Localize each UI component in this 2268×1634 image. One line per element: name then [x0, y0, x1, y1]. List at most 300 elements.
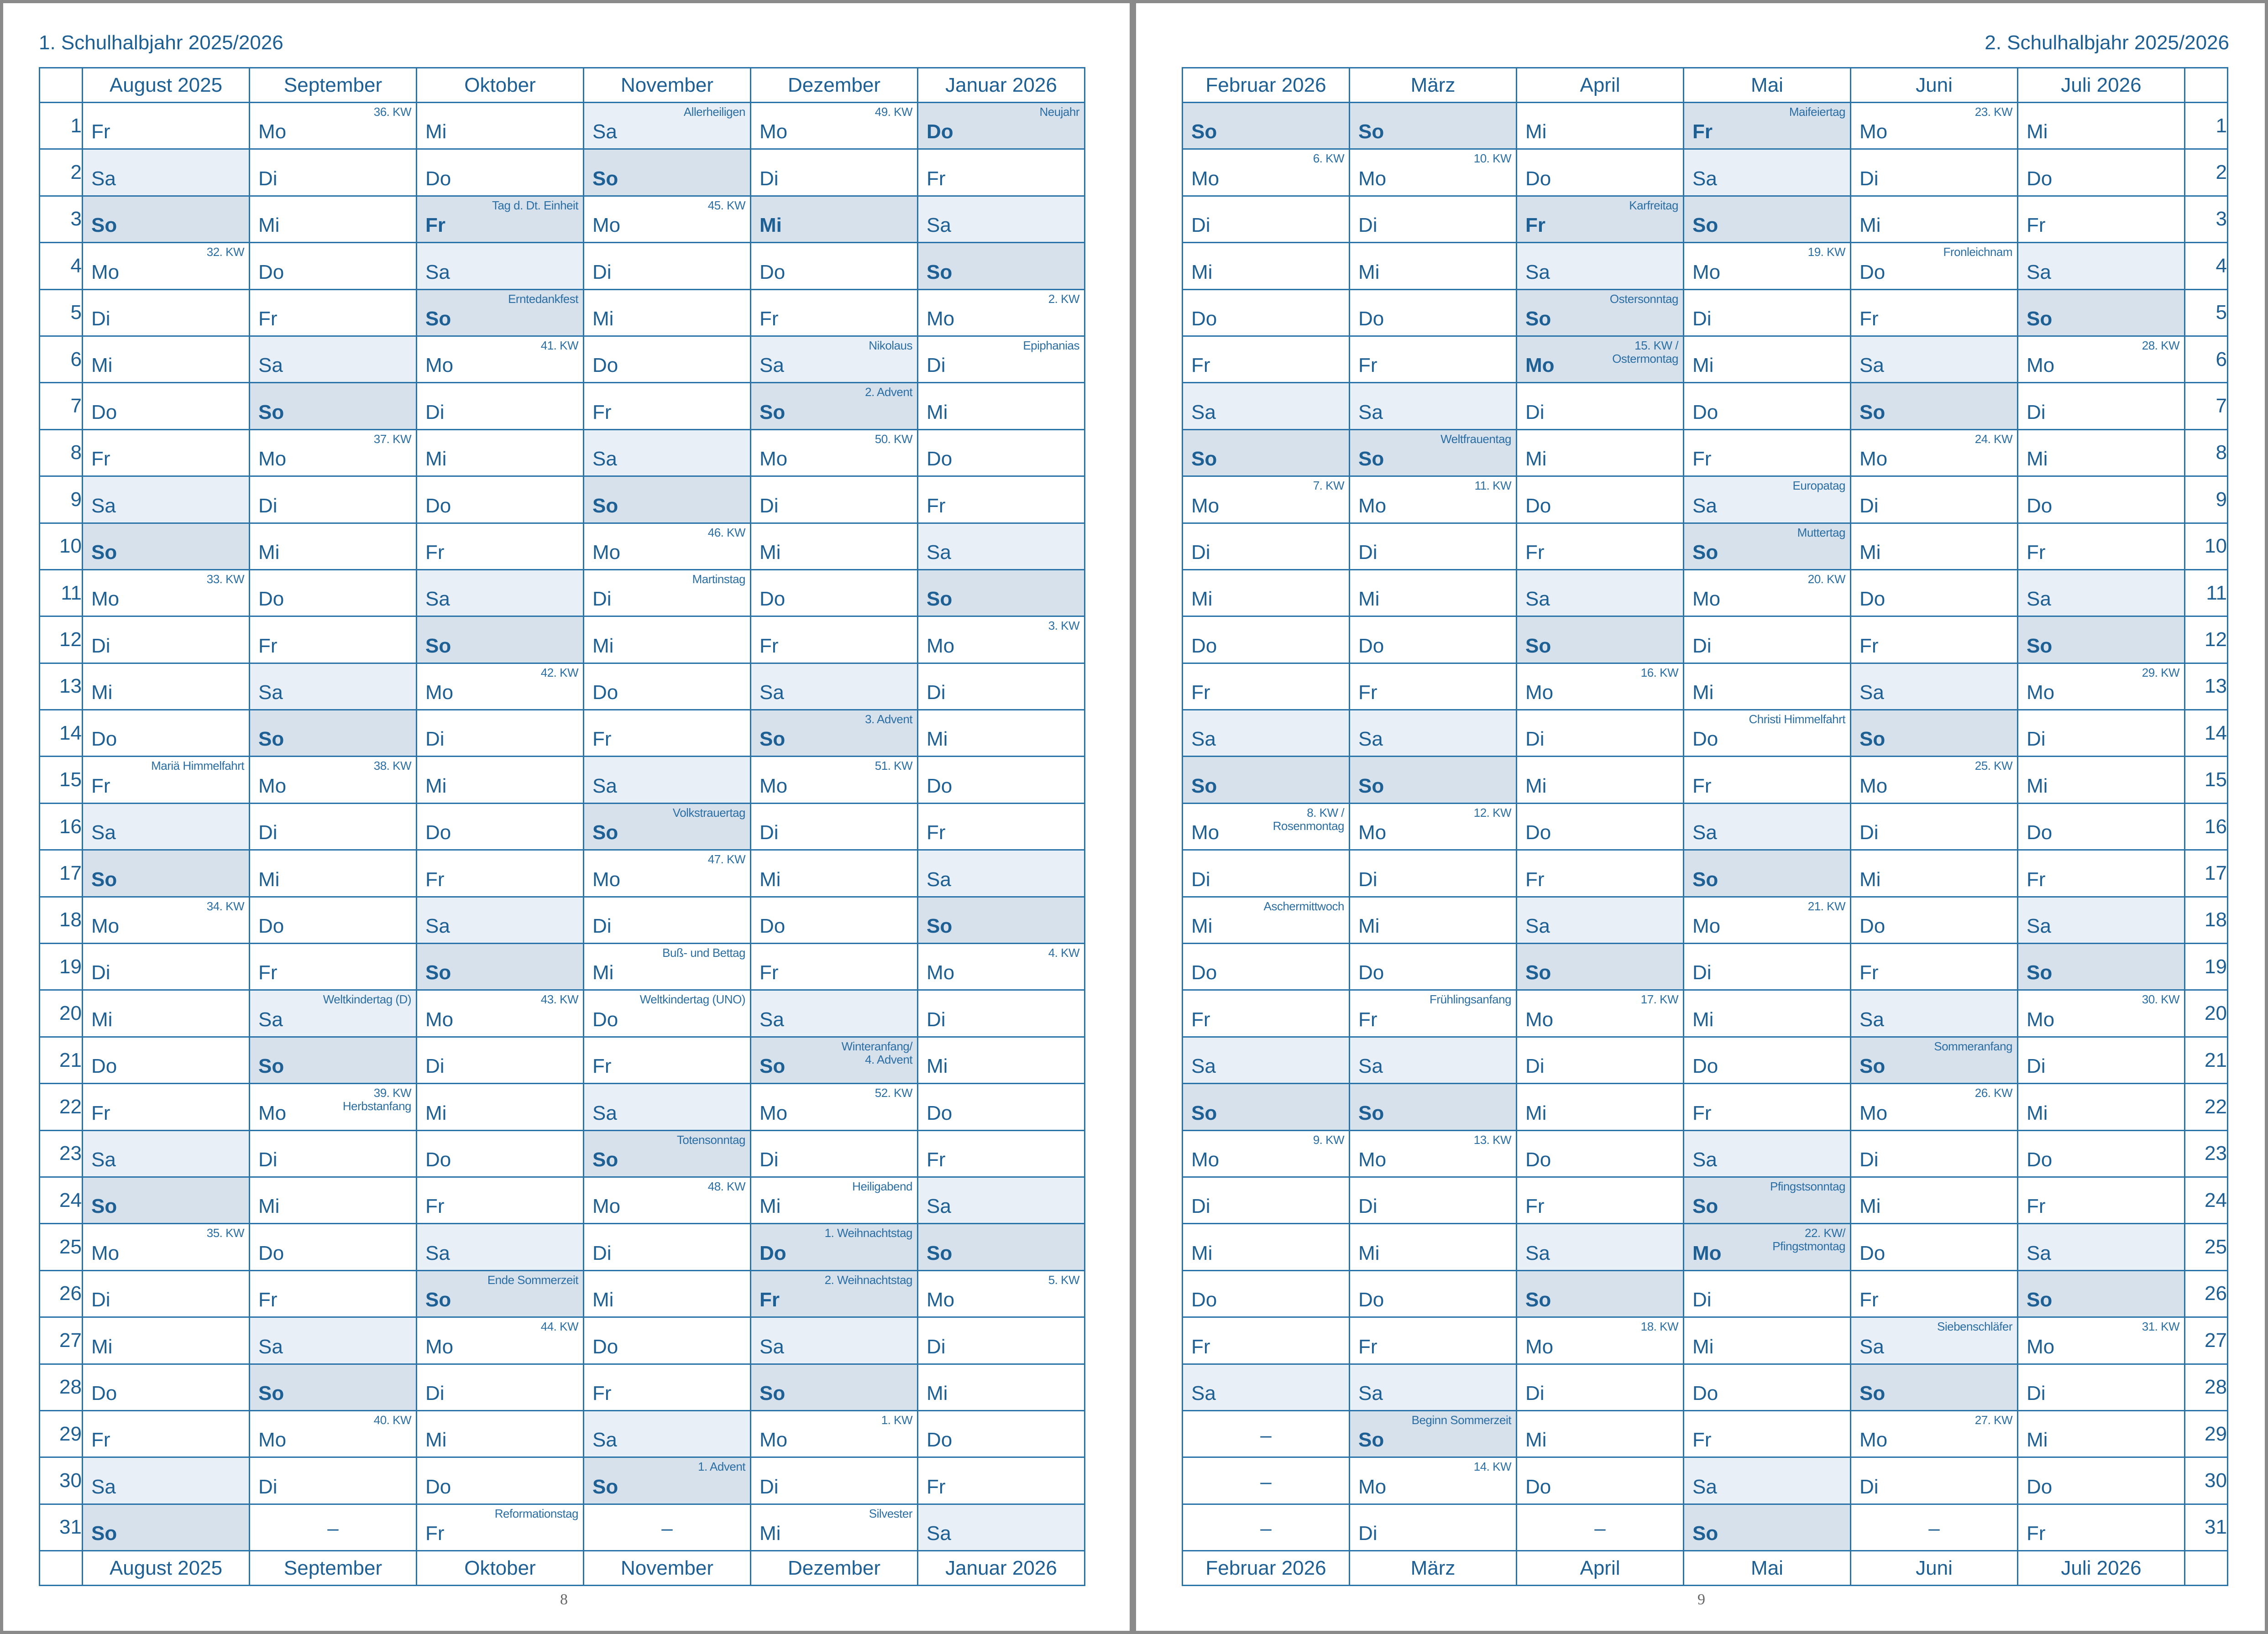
day-note: 12. KW — [1473, 805, 1511, 820]
day-cell — [584, 663, 751, 710]
weekday-label: Sa — [258, 681, 283, 704]
weekday-label: Mi — [1191, 915, 1213, 938]
day-cell — [1684, 103, 1851, 149]
weekday-label: Do — [258, 261, 284, 283]
day-cell — [250, 1037, 417, 1083]
day-note: Allerheiligen — [683, 105, 745, 119]
weekday-label: Fr — [425, 1195, 445, 1218]
day-cell — [2018, 1084, 2185, 1130]
day-number: 14 — [2185, 710, 2228, 757]
day-cell — [584, 523, 751, 569]
weekday-label: Fr — [927, 1475, 946, 1498]
weekday-label: Sa — [927, 1522, 951, 1545]
right-page — [1133, 0, 2268, 1634]
day-number: 27 — [2185, 1317, 2228, 1364]
day-row — [1183, 616, 2228, 663]
day-note: Heiligabend — [852, 1179, 912, 1193]
day-cell — [1684, 757, 1851, 803]
weekday-label: Di — [1191, 214, 1210, 237]
day-cell — [1350, 103, 1517, 149]
weekday-label: Mo — [1525, 1335, 1554, 1358]
weekday-label: Mo — [1358, 1475, 1387, 1498]
day-cell — [83, 1177, 250, 1223]
weekday-label: Mi — [258, 541, 280, 564]
weekday-label: Fr — [1525, 1195, 1545, 1218]
calendar-table — [39, 67, 1085, 1586]
day-cell — [1851, 1364, 2018, 1410]
day-row — [1183, 1224, 2228, 1270]
weekday-label: So — [91, 541, 117, 564]
weekday-label: Mo — [1859, 448, 1888, 470]
weekday-label: So — [1525, 307, 1551, 330]
day-cell — [584, 149, 751, 196]
day-cell — [1517, 196, 1684, 242]
day-cell — [1517, 1317, 1684, 1364]
day-cell — [83, 944, 250, 990]
day-row — [1183, 1037, 2228, 1083]
day-number: 12 — [2185, 616, 2228, 663]
weekday-label: Di — [258, 494, 278, 517]
day-note: 7. KW — [1313, 479, 1344, 493]
weekday-label: Sa — [1859, 354, 1884, 377]
day-cell — [751, 476, 918, 523]
weekday-label: Di — [2027, 401, 2046, 423]
weekday-label: Mi — [1191, 588, 1213, 611]
weekday-label: Di — [1692, 307, 1712, 330]
day-note: 48. KW — [707, 1179, 745, 1193]
day-row — [40, 990, 1085, 1037]
day-cell — [1183, 289, 1350, 336]
day-cell — [1684, 1504, 1851, 1550]
weekday-label: Fr — [1692, 774, 1712, 797]
day-number: 1 — [2185, 103, 2228, 149]
day-cell — [83, 1410, 250, 1457]
day-cell — [1851, 336, 2018, 382]
day-cell — [751, 1410, 918, 1457]
calendar-table — [1182, 67, 2228, 1586]
day-cell — [417, 990, 584, 1037]
weekday-label: Di — [592, 1242, 612, 1264]
day-row — [40, 897, 1085, 943]
weekday-label: Di — [425, 401, 445, 423]
weekday-label: So — [927, 261, 953, 283]
weekday-label: Mi — [91, 681, 113, 704]
day-note: Reformationstag — [494, 1506, 578, 1520]
weekday-label: Sa — [1525, 1242, 1550, 1264]
day-cell — [751, 1130, 918, 1177]
day-cell — [918, 569, 1085, 616]
day-cell — [751, 289, 918, 336]
day-row — [40, 1317, 1085, 1364]
weekday-label: Sa — [258, 1335, 283, 1358]
day-row — [1183, 1084, 2228, 1130]
day-cell — [83, 1504, 250, 1550]
day-cell — [417, 383, 584, 429]
weekday-label: Sa — [2027, 261, 2051, 283]
weekday-label: Do — [1191, 961, 1217, 984]
weekday-label: Mi — [425, 774, 447, 797]
weekday-label: Sa — [425, 1242, 450, 1264]
day-number: 3 — [40, 196, 83, 242]
weekday-label: Fr — [2027, 541, 2046, 564]
day-cell — [751, 757, 918, 803]
weekday-label: Mi — [592, 307, 614, 330]
weekday-label: Fr — [1525, 214, 1545, 237]
day-number: 31 — [40, 1504, 83, 1550]
weekday-label: Di — [1358, 1195, 1378, 1218]
weekday-label: Fr — [592, 401, 612, 423]
day-cell — [918, 1084, 1085, 1130]
weekday-label: So — [759, 1382, 786, 1404]
day-cell — [1350, 196, 1517, 242]
day-note: 10. KW — [1473, 151, 1511, 166]
weekday-label: Do — [1525, 167, 1551, 190]
weekday-label: So — [2027, 1289, 2053, 1311]
weekday-label: So — [258, 1382, 284, 1404]
weekday-label: Do — [1525, 1475, 1551, 1498]
day-row — [1183, 1504, 2228, 1550]
day-note: Silvester — [869, 1506, 912, 1520]
day-row — [40, 803, 1085, 850]
weekday-label: Di — [1525, 728, 1545, 751]
empty-day-marker: – — [661, 1517, 673, 1540]
day-cell — [1517, 990, 1684, 1037]
day-cell — [417, 1084, 584, 1130]
day-cell — [1517, 1177, 1684, 1223]
weekday-label: Di — [927, 681, 946, 704]
day-cell — [918, 1224, 1085, 1270]
day-cell — [1684, 1037, 1851, 1083]
day-cell — [1517, 383, 1684, 429]
day-cell — [751, 1177, 918, 1223]
day-cell — [417, 663, 584, 710]
weekday-label: So — [1191, 1102, 1217, 1124]
day-cell — [417, 149, 584, 196]
weekday-label: So — [1525, 1289, 1551, 1311]
weekday-label: Di — [759, 1148, 779, 1171]
day-cell — [2018, 149, 2185, 196]
day-note: 16. KW — [1640, 665, 1678, 679]
day-row — [40, 149, 1085, 196]
weekday-label: Di — [91, 1289, 110, 1311]
day-cell — [2018, 243, 2185, 289]
header-corner — [40, 1551, 83, 1586]
day-row — [40, 383, 1085, 429]
day-note: Tag d. Dt. Einheit — [492, 198, 578, 212]
day-cell — [1684, 803, 1851, 850]
day-cell — [2018, 1270, 2185, 1317]
weekday-label: Fr — [927, 494, 946, 517]
day-note: 24. KW — [1975, 432, 2012, 446]
day-cell — [1183, 1177, 1350, 1223]
day-cell — [918, 616, 1085, 663]
day-number: 4 — [40, 243, 83, 289]
day-row — [1183, 523, 2228, 569]
weekday-label: Mo — [1191, 494, 1220, 517]
day-cell — [1684, 243, 1851, 289]
day-cell — [1517, 1270, 1684, 1317]
weekday-label: Mo — [927, 961, 955, 984]
weekday-label: Fr — [1191, 354, 1210, 377]
day-note: 21. KW — [1807, 899, 1845, 913]
weekday-label: Do — [927, 1102, 953, 1124]
weekday-label: Mo — [927, 634, 955, 657]
day-cell — [1350, 663, 1517, 710]
month-header: Juni — [1851, 68, 2018, 103]
day-cell — [584, 289, 751, 336]
weekday-label: Mo — [1692, 915, 1721, 938]
weekday-label: Di — [1692, 961, 1712, 984]
day-cell — [1851, 1410, 2018, 1457]
weekday-label: Sa — [2027, 915, 2051, 938]
weekday-label: Fr — [2027, 1195, 2046, 1218]
day-cell — [1684, 336, 1851, 382]
weekday-label: Sa — [927, 541, 951, 564]
day-cell — [250, 103, 417, 149]
day-cell — [1517, 710, 1684, 757]
weekday-label: So — [1692, 541, 1718, 564]
day-cell — [83, 663, 250, 710]
weekday-label: Mi — [927, 1382, 948, 1404]
empty-day-marker: – — [1260, 1471, 1272, 1493]
weekday-label: Fr — [91, 120, 110, 143]
day-cell — [1350, 569, 1517, 616]
weekday-label: Di — [759, 494, 779, 517]
day-cell — [250, 243, 417, 289]
day-number: 6 — [40, 336, 83, 382]
weekday-label: Mi — [1358, 588, 1380, 611]
weekday-label: Do — [91, 728, 117, 751]
day-cell — [83, 1084, 250, 1130]
day-cell — [2018, 944, 2185, 990]
page-number: 9 — [1697, 1591, 1705, 1608]
day-cell — [1851, 383, 2018, 429]
day-cell — [918, 243, 1085, 289]
day-cell — [1684, 710, 1851, 757]
weekday-label: Mo — [2027, 1008, 2055, 1031]
weekday-label: Mi — [1859, 1195, 1881, 1218]
day-cell — [83, 103, 250, 149]
weekday-label: Do — [1692, 728, 1718, 751]
day-cell — [417, 289, 584, 336]
day-number: 24 — [40, 1177, 83, 1223]
day-cell — [417, 196, 584, 242]
weekday-label: Do — [1525, 821, 1551, 844]
day-cell — [83, 850, 250, 897]
weekday-label: Mo — [1525, 1008, 1554, 1031]
weekday-label: Fr — [425, 541, 445, 564]
day-cell — [918, 1270, 1085, 1317]
day-note: Fronleichnam — [1943, 245, 2012, 259]
day-number: 19 — [40, 944, 83, 990]
day-cell — [584, 476, 751, 523]
day-cell — [1517, 616, 1684, 663]
weekday-label: Di — [927, 354, 946, 377]
month-header: Januar 2026 — [918, 68, 1085, 103]
weekday-label: Do — [1692, 401, 1718, 423]
weekday-label: Di — [1358, 868, 1378, 891]
day-cell — [1183, 149, 1350, 196]
day-cell — [2018, 569, 2185, 616]
day-cell — [1350, 1224, 1517, 1270]
day-cell — [584, 803, 751, 850]
day-cell — [1684, 1410, 1851, 1457]
day-cell — [83, 429, 250, 476]
day-cell — [1517, 1130, 1684, 1177]
day-cell — [2018, 1410, 2185, 1457]
day-cell — [2018, 616, 2185, 663]
day-number: 17 — [2185, 850, 2228, 897]
day-cell — [83, 289, 250, 336]
day-cell — [584, 944, 751, 990]
weekday-label: Di — [1692, 634, 1712, 657]
day-cell — [1517, 289, 1684, 336]
day-note: Totensonntag — [676, 1133, 745, 1147]
day-cell — [1684, 1130, 1851, 1177]
day-note: 1. KW — [881, 1413, 912, 1427]
day-number: 15 — [2185, 757, 2228, 803]
day-cell — [1183, 710, 1350, 757]
weekday-label: Sa — [1358, 728, 1383, 751]
day-cell — [1684, 569, 1851, 616]
page-title: 1. Schulhalbjahr 2025/2026 — [39, 31, 283, 54]
weekday-label: Mi — [2027, 448, 2048, 470]
day-cell — [1183, 196, 1350, 242]
day-cell — [2018, 850, 2185, 897]
weekday-label: Mi — [759, 214, 782, 237]
day-cell — [2018, 897, 2185, 943]
day-cell — [250, 944, 417, 990]
day-cell — [1350, 476, 1517, 523]
day-cell — [918, 476, 1085, 523]
day-cell — [1183, 1037, 1350, 1083]
month-header: Juni — [1851, 1551, 2018, 1586]
day-cell — [1183, 1270, 1350, 1317]
weekday-label: Di — [1859, 821, 1879, 844]
day-cell — [1517, 336, 1684, 382]
weekday-label: Mo — [91, 588, 120, 611]
day-cell — [1183, 616, 1350, 663]
day-cell — [1350, 1270, 1517, 1317]
page-number: 8 — [560, 1591, 568, 1608]
day-note: 9. KW — [1313, 1133, 1344, 1147]
weekday-label: Mi — [1525, 448, 1547, 470]
weekday-label: Di — [759, 821, 779, 844]
weekday-label: So — [2027, 961, 2053, 984]
weekday-label: Mi — [1525, 120, 1547, 143]
day-cell — [584, 850, 751, 897]
day-cell — [1350, 523, 1517, 569]
day-number: 12 — [40, 616, 83, 663]
weekday-label: Sa — [759, 681, 784, 704]
weekday-label: So — [592, 1148, 618, 1171]
day-cell — [2018, 103, 2185, 149]
weekday-label: Do — [1525, 494, 1551, 517]
day-number: 22 — [2185, 1084, 2228, 1130]
weekday-label: Fr — [592, 1382, 612, 1404]
day-cell — [1517, 569, 1684, 616]
day-cell — [1684, 289, 1851, 336]
day-cell — [1350, 1037, 1517, 1083]
weekday-label: Mo — [2027, 681, 2055, 704]
day-cell — [1684, 196, 1851, 242]
weekday-label: Mi — [425, 448, 447, 470]
day-cell — [1517, 757, 1684, 803]
weekday-label: Mo — [91, 915, 120, 938]
day-cell — [83, 897, 250, 943]
day-cell — [250, 1084, 417, 1130]
day-cell — [250, 1504, 417, 1550]
day-cell — [250, 897, 417, 943]
weekday-label: So — [759, 728, 786, 751]
weekday-label: Do — [1358, 634, 1384, 657]
day-cell — [1350, 149, 1517, 196]
weekday-label: Fr — [927, 167, 946, 190]
day-number: 27 — [40, 1317, 83, 1364]
day-number: 30 — [40, 1457, 83, 1504]
weekday-label: So — [592, 821, 618, 844]
day-cell — [250, 569, 417, 616]
day-cell — [417, 944, 584, 990]
weekday-label: Mo — [1859, 774, 1888, 797]
day-cell — [918, 429, 1085, 476]
weekday-label: So — [1859, 1055, 1886, 1078]
day-cell — [1183, 103, 1350, 149]
day-cell — [1517, 1504, 1684, 1550]
day-cell — [1183, 1084, 1350, 1130]
day-cell — [83, 196, 250, 242]
weekday-label: Mo — [258, 1429, 287, 1451]
weekday-label: Fr — [2027, 214, 2046, 237]
day-cell — [1183, 803, 1350, 850]
weekday-label: Mo — [592, 214, 621, 237]
day-number: 8 — [2185, 429, 2228, 476]
weekday-label: Do — [759, 261, 786, 283]
day-row — [1183, 757, 2228, 803]
day-note: 49. KW — [875, 105, 912, 119]
day-note: 50. KW — [875, 432, 912, 446]
weekday-label: Fr — [1525, 868, 1545, 891]
weekday-label: So — [91, 214, 117, 237]
day-note: Ende Sommerzeit — [487, 1273, 578, 1287]
day-row — [40, 1177, 1085, 1223]
day-cell — [83, 149, 250, 196]
weekday-label: Fr — [91, 774, 110, 797]
day-row — [1183, 710, 2228, 757]
month-header-row-top — [40, 68, 1085, 103]
weekday-label: Mi — [927, 401, 948, 423]
weekday-label: Sa — [1525, 588, 1550, 611]
weekday-label: Sa — [425, 261, 450, 283]
day-cell — [584, 897, 751, 943]
day-cell — [1851, 710, 2018, 757]
day-cell — [250, 1177, 417, 1223]
day-cell — [751, 990, 918, 1037]
weekday-label: Do — [91, 1382, 117, 1404]
day-cell — [417, 803, 584, 850]
day-note: 2. Weihnachtstag — [824, 1273, 912, 1287]
day-cell — [83, 1317, 250, 1364]
weekday-label: Mo — [1358, 167, 1387, 190]
day-row — [40, 196, 1085, 242]
day-cell — [1851, 1084, 2018, 1130]
day-note: 37. KW — [373, 432, 411, 446]
day-cell — [751, 1224, 918, 1270]
day-number: 21 — [2185, 1037, 2228, 1083]
weekday-label: So — [91, 1195, 117, 1218]
day-number: 6 — [2185, 336, 2228, 382]
weekday-label: Fr — [425, 868, 445, 891]
